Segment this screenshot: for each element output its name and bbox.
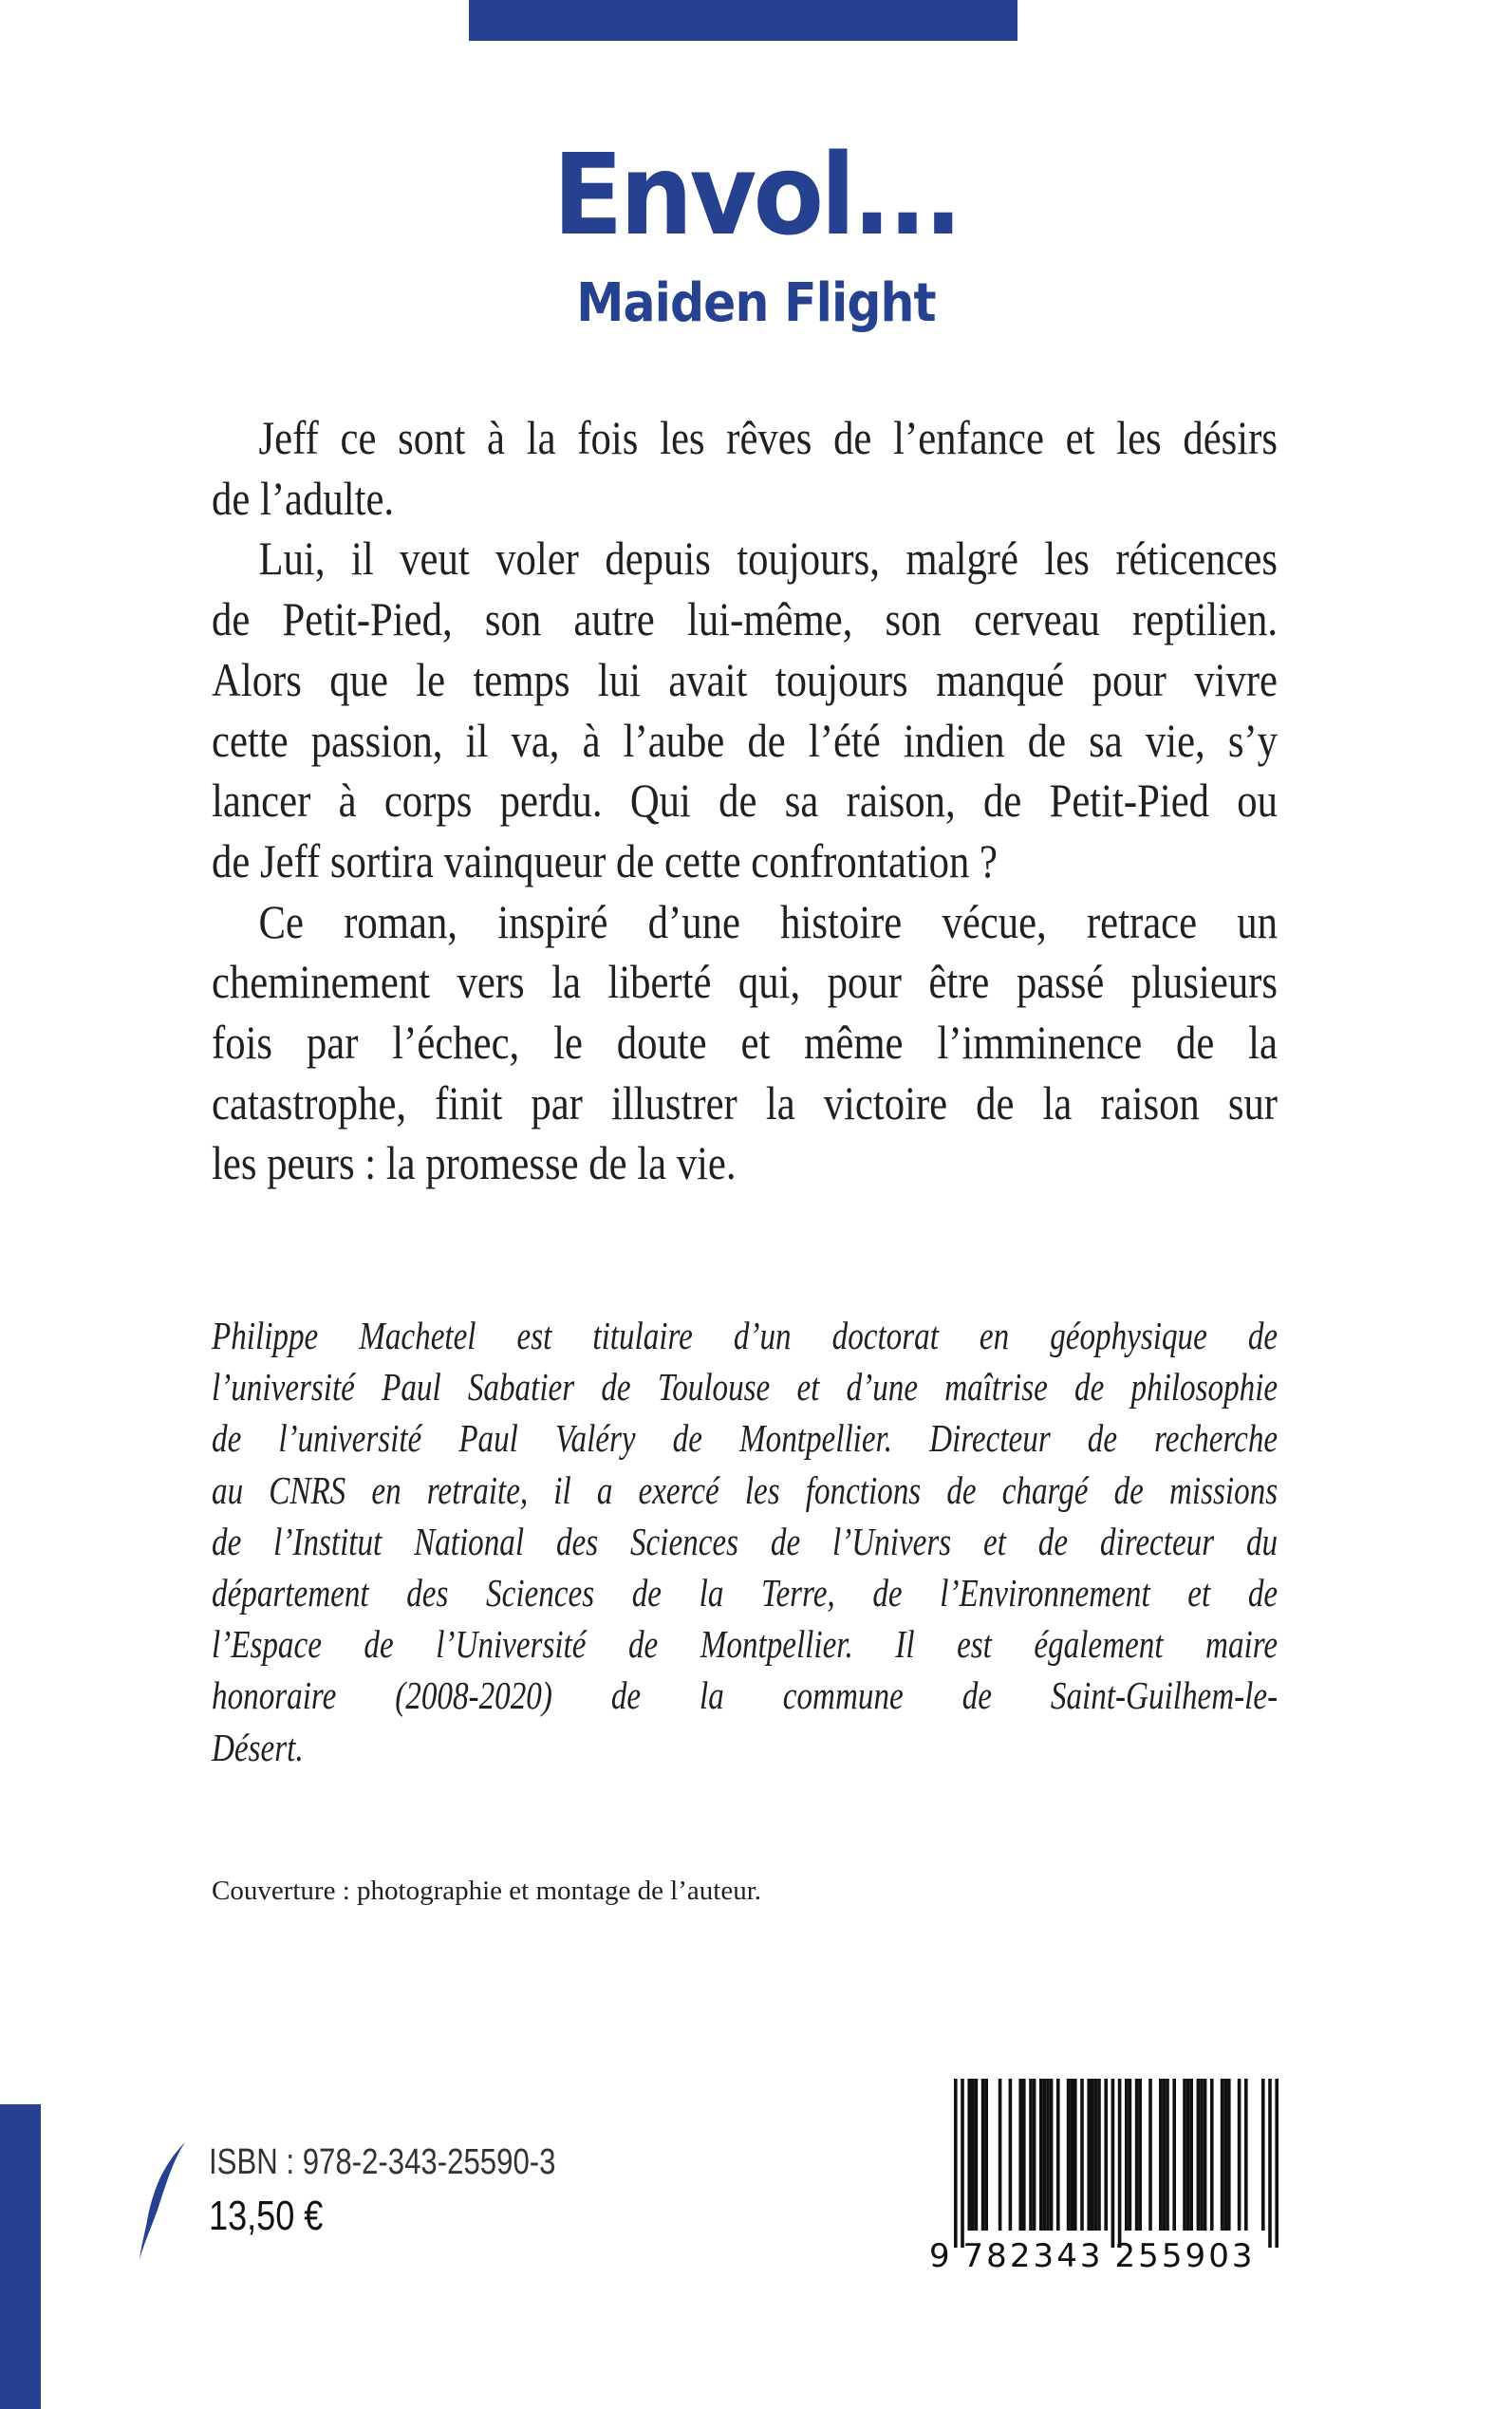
barcode-bar: [1244, 2079, 1248, 2231]
bio-line: département des Sciences de la Terre, de l’Environnement et de: [212, 1571, 1279, 1615]
barcode-bar: [1022, 2079, 1026, 2231]
top-accent-bar: [469, 0, 1017, 41]
blurb-line: de Jeff sortira vainqueur de cette confrontation ?: [212, 833, 998, 887]
bio-line: l’université Paul Sabatier de Toulouse et d’une maîtrise de philosophie: [212, 1365, 1279, 1410]
barcode-bar: [1172, 2079, 1176, 2231]
barcode-bar: [1050, 2079, 1054, 2231]
barcode-bar: [1029, 2079, 1033, 2231]
barcode-bar: [1097, 2079, 1101, 2231]
barcode-bar: [1189, 2079, 1193, 2231]
barcode-bar: [1033, 2079, 1036, 2231]
book-price: 13,50 €: [209, 2193, 324, 2239]
barcode-bar: [1091, 2079, 1094, 2231]
barcode-left-digits: 782343: [962, 2237, 1101, 2275]
barcode-bar: [1275, 2079, 1279, 2248]
barcode-bar: [1268, 2079, 1272, 2248]
barcode-bar: [1080, 2079, 1084, 2231]
bio-line: de l’université Paul Valéry de Montpellier. Directeur de recherche: [212, 1416, 1279, 1461]
barcode-bar: [1261, 2079, 1265, 2231]
author-bio: [212, 1310, 1278, 1773]
side-accent-bar: [0, 2104, 41, 2409]
barcode-bar: [1183, 2079, 1186, 2231]
barcode-bar: [1056, 2079, 1060, 2231]
barcode-bar: [975, 2079, 979, 2231]
barcode-bar: [999, 2079, 1002, 2231]
blurb-line: les peurs : la promesse de la vie.: [212, 1136, 737, 1190]
blurb-line: fois par l’échec, le doute et même l’imminence de la: [212, 1016, 1279, 1070]
blurb-line: Ce roman, inspiré d’une histoire vécue, retrace un: [258, 894, 1279, 948]
barcode-bars: [954, 2079, 1279, 2248]
barcode-bar: [1111, 2079, 1115, 2248]
barcode-bar: [1200, 2079, 1204, 2231]
barcode-bar: [1043, 2079, 1047, 2231]
barcode-bar: [1227, 2079, 1231, 2231]
barcode-bar: [971, 2079, 975, 2231]
blurb-line: catastrophe, finit par illustrer la victoire de la raison sur: [212, 1075, 1279, 1130]
blurb-line: de l’adulte.: [212, 471, 395, 525]
bio-line: honoraire (2008-2020) de la commune de Saint-Guilhem-le-: [212, 1673, 1279, 1718]
barcode-bar: [1163, 2079, 1167, 2231]
barcode-bar: [1087, 2079, 1091, 2231]
feather-icon: [138, 2140, 195, 2259]
barcode-bar: [1148, 2079, 1152, 2231]
barcode-bar: [961, 2079, 964, 2248]
bio-line: au CNRS en retraite, il a exercé les fonctions de chargé de missions: [212, 1467, 1279, 1512]
bio-line: Désert.: [212, 1725, 304, 1769]
barcode-bar: [1018, 2079, 1022, 2231]
blurb-line: cette passion, il va, à l’aube de l’été indien de sa vie, s’y: [212, 713, 1279, 767]
barcode-bar: [1039, 2079, 1043, 2231]
bio-line: de l’Institut National des Sciences de l’Univers et de directeur du: [212, 1519, 1279, 1563]
blurb-line: Alors que le temps lui avait toujours manqué pour vivre: [212, 652, 1279, 706]
isbn-number: ISBN : 978-2-343-25590-3: [209, 2142, 556, 2182]
barcode-bar: [1125, 2079, 1129, 2231]
barcode-bar: [1067, 2079, 1071, 2231]
barcode-bar: [1204, 2079, 1207, 2231]
barcode-bar: [967, 2079, 971, 2231]
blurb-text: [212, 408, 1278, 1194]
blurb-line: cheminement vers la liberté qui, pour être passé plusieurs: [212, 955, 1279, 1009]
barcode-bar: [1104, 2079, 1108, 2231]
barcode-bar: [1135, 2079, 1139, 2231]
barcode-bar: [1094, 2079, 1098, 2231]
barcode-bar: [1046, 2079, 1050, 2231]
barcode-bar: [1166, 2079, 1169, 2231]
blurb-line: Jeff ce sont à la fois les rêves de l’enfance et les désirs: [258, 411, 1279, 464]
barcode-bar: [1221, 2079, 1224, 2231]
book-subtitle: Maiden Flight: [576, 272, 936, 334]
barcode-bar: [981, 2079, 985, 2231]
isbn-barcode: [925, 2079, 1305, 2278]
blurb-line: lancer à corps perdu. Qui de sa raison, de Petit-Pied ou: [212, 774, 1279, 828]
barcode-bar: [1129, 2079, 1132, 2231]
barcode-bar: [1186, 2079, 1190, 2231]
barcode-bar: [954, 2079, 958, 2248]
barcode-bar: [1118, 2079, 1122, 2248]
barcode-bar: [1210, 2079, 1214, 2231]
barcode-bar: [1223, 2079, 1227, 2231]
barcode-right-digits: 255903: [1114, 2237, 1253, 2275]
barcode-bar: [1159, 2079, 1163, 2231]
barcode-first-digit: 9: [929, 2237, 950, 2275]
cover-credit: Couverture : photographie et montage de l’auteur.: [212, 1876, 762, 1906]
bio-line: Philippe Machetel est titulaire d’un doctorat en géophysique de: [212, 1314, 1279, 1357]
barcode-bar: [1070, 2079, 1073, 2231]
barcode-bar: [984, 2079, 988, 2231]
barcode-bar: [1238, 2079, 1241, 2231]
blurb-line: Lui, il veut voler depuis toujours, malgré les réticences: [258, 532, 1279, 586]
bio-line: l’Espace de l’Université de Montpellier. Il est également maire: [212, 1622, 1279, 1667]
barcode-bar: [1197, 2079, 1201, 2231]
barcode-bar: [1138, 2079, 1142, 2231]
barcode-bar: [1073, 2079, 1077, 2231]
blurb-line: de Petit-Pied, son autre lui-même, son cerveau reptilien.: [212, 592, 1279, 646]
barcode-bar: [1009, 2079, 1013, 2231]
book-title: Envol...: [552, 129, 960, 260]
